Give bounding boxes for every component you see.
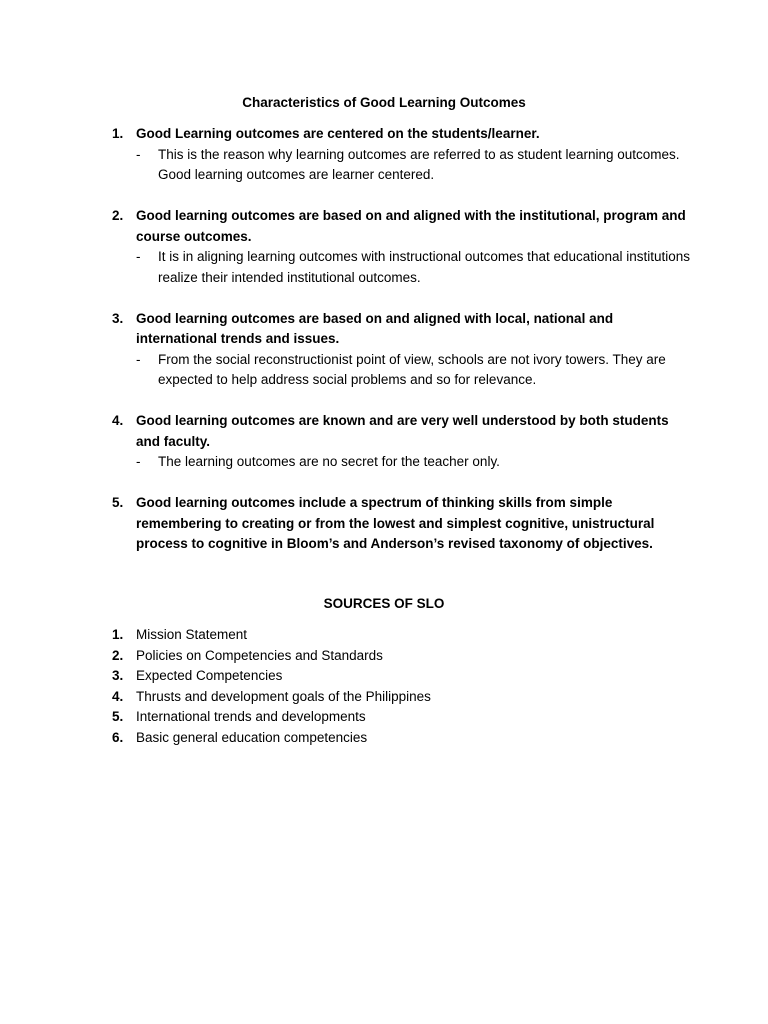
outcome-item-2 [112, 206, 692, 288]
source-number: 1. [112, 627, 124, 642]
source-number: 5. [112, 709, 124, 724]
source-label: Policies on Competencies and Standards [136, 647, 383, 663]
source-number: 4. [112, 688, 124, 704]
source-label: Basic general education competencies [136, 729, 368, 745]
outcome-number: 5. [112, 495, 124, 510]
source-item-1 [112, 625, 692, 646]
source-item-6 [112, 728, 692, 749]
source-label: International trends and developments [136, 709, 366, 724]
outcome-heading: Good Learning outcomes are centered on the students/learner. [136, 126, 540, 141]
outcome-note [136, 452, 692, 473]
outcome-note-text: The learning outcomes are no secret for the teacher only. [158, 454, 500, 469]
page-title: Characteristics of Good Learning Outcomes [242, 95, 526, 110]
outcome-note-text: It is in aligning learning outcomes with instructional outcomes that educational institutions realize their intended institutional outcomes. [158, 249, 691, 285]
outcome-number: 3. [112, 310, 124, 326]
source-label: Thrusts and development goals of the Philippines [136, 688, 431, 704]
dash-bullet: - [136, 146, 141, 162]
outcome-heading: Good learning outcomes are based on and aligned with the institutional, program and course outcomes. [136, 208, 686, 244]
outcome-note [136, 247, 692, 288]
dash-bullet: - [136, 351, 141, 367]
sources-title: SOURCES OF SLO [323, 596, 445, 611]
outcomes-list [112, 124, 692, 555]
outcome-note-text: From the social reconstructionist point of view, schools are not ivory towers. They are expected to help address social problems and so for relevance. [158, 351, 666, 387]
outcome-item-5 [112, 493, 692, 555]
outcome-number: 1. [112, 126, 124, 141]
source-item-3 [112, 666, 692, 687]
outcome-item-1 [112, 124, 692, 186]
dash-bullet: - [136, 249, 141, 264]
outcome-note-text: This is the reason why learning outcomes are referred to as student learning outcomes. Good learning outcomes are learner centered. [158, 146, 680, 182]
source-item-4 [112, 687, 692, 708]
source-label: Expected Competencies [136, 668, 283, 683]
source-item-2 [112, 646, 692, 667]
source-item-5 [112, 707, 692, 728]
outcome-heading: Good learning outcomes are based on and aligned with local, national and international trends and issues. [136, 310, 614, 346]
sources-list [112, 625, 692, 748]
source-number: 2. [112, 647, 124, 663]
outcome-number: 4. [112, 413, 124, 428]
outcome-note [136, 145, 692, 186]
source-number: 6. [112, 729, 124, 745]
outcome-heading: Good learning outcomes include a spectrum of thinking skills from simple remembering to creating or from the lowest and simplest cognitive, unistructural process to cognitive in Bloom’s and Anderson’s revised taxonomy of objectives. [136, 495, 655, 551]
outcome-note [136, 350, 692, 391]
source-number: 3. [112, 668, 124, 683]
outcome-item-4 [112, 411, 692, 473]
outcome-heading: Good learning outcomes are known and are very well understood by both students and faculty. [136, 413, 669, 449]
outcome-number: 2. [112, 208, 124, 223]
source-label: Mission Statement [136, 627, 248, 642]
dash-bullet: - [136, 454, 141, 469]
outcome-item-3 [112, 309, 692, 391]
